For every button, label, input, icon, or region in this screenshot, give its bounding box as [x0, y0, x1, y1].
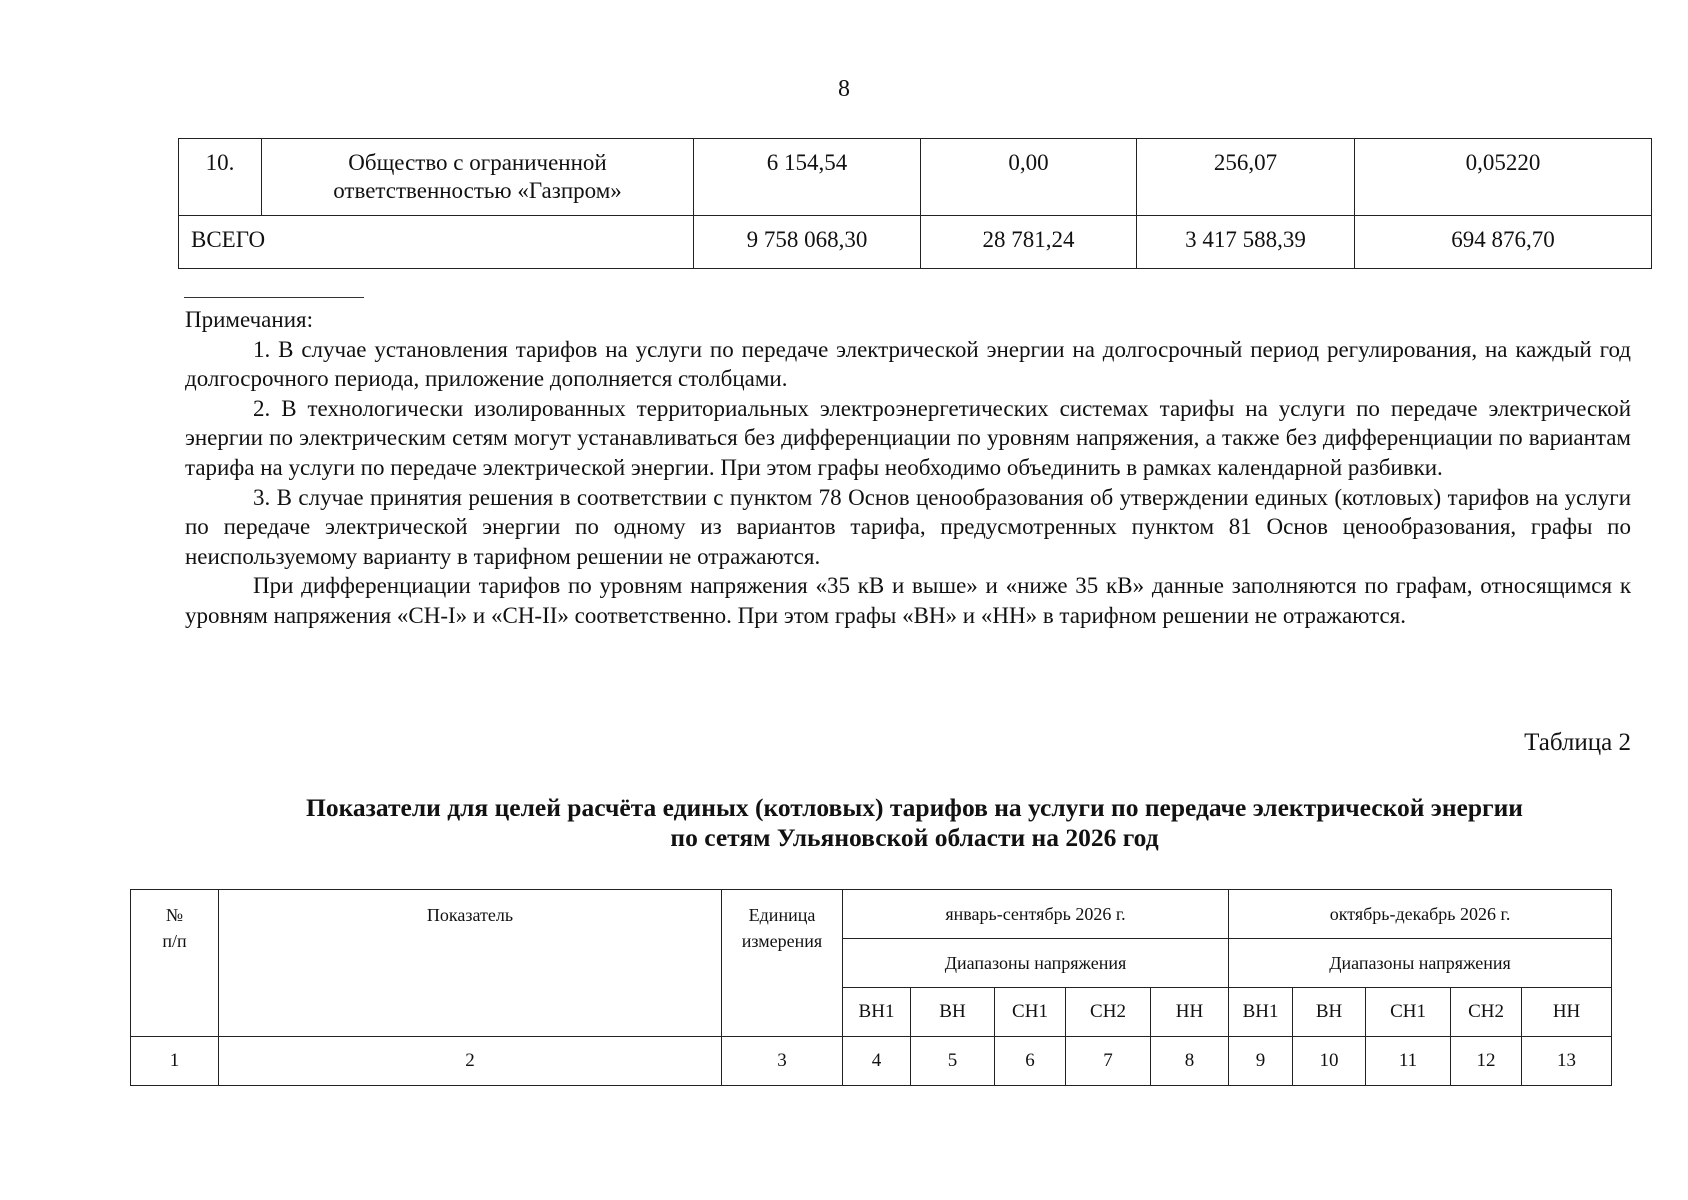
- column-number: 6: [995, 1037, 1066, 1086]
- header-voltage-ranges: Диапазоны напряжения: [843, 939, 1229, 988]
- note-item: При дифференциации тарифов по уровням напряжения «35 кВ и выше» и «ниже 35 кВ» данные заполняются по графам, относящимся к уровням напряжения «СН-I» и «СН-II» соответственно. При этом графы «ВН» и «НН» в тарифном решении не отражаются.: [185, 573, 1631, 628]
- header-number-line: п/п: [162, 931, 187, 951]
- table-title: [178, 793, 1651, 853]
- organization-name: [262, 139, 694, 216]
- header-indicator: Показатель: [219, 890, 722, 1037]
- notes-section: [185, 305, 1631, 631]
- column-number: 11: [1366, 1037, 1451, 1086]
- note-item: 2. В технологически изолированных территориальных электроэнергетических системах тарифы на услуги по передаче электрической энергии по электрическим сетям могут устанавливаться без дифференциации по уровням напряжения, а также без дифференциации по вариантам тарифа на услуги по передаче электрической энергии. При этом графы необходимо объединить в рамках календарной разбивки.: [185, 395, 1631, 480]
- total-label: ВСЕГО: [179, 216, 694, 269]
- header-voltage-level: ВН: [911, 988, 995, 1037]
- column-number: 5: [911, 1037, 995, 1086]
- column-number: 7: [1066, 1037, 1151, 1086]
- header-unit-line: Единица: [748, 905, 816, 925]
- note-item: 1. В случае установления тарифов на услуги по передаче электрической энергии на долгосрочный период регулирования, на каждый год долгосрочного периода, приложение дополняется столбцами.: [185, 336, 1631, 392]
- table-cell: 6 154,54: [694, 139, 921, 216]
- table-cell: 0,05220: [1355, 139, 1652, 216]
- header-voltage-level: ВН1: [1229, 988, 1293, 1037]
- header-period-jan-sep: январь-сентябрь 2026 г.: [843, 890, 1229, 939]
- header-voltage-level: СН2: [1451, 988, 1522, 1037]
- header-unit-line: измерения: [741, 931, 823, 951]
- column-number: 13: [1522, 1037, 1612, 1086]
- total-row: [179, 216, 1652, 269]
- column-number: 9: [1229, 1037, 1293, 1086]
- organization-name-line: Общество с ограниченной: [348, 150, 607, 175]
- header-voltage-level: ВН: [1293, 988, 1366, 1037]
- header-voltage-level: СН2: [1066, 988, 1151, 1037]
- table-title-line: по сетям Ульяновской области на 2026 год: [670, 823, 1159, 852]
- organization-name-line: ответственностью «Газпром»: [333, 178, 622, 203]
- notes-heading: Примечания:: [185, 307, 313, 332]
- total-cell: 28 781,24: [921, 216, 1137, 269]
- column-number: 1: [131, 1037, 219, 1086]
- footnote-divider: [184, 297, 364, 298]
- table-header-row: [131, 890, 1612, 939]
- column-number: 8: [1151, 1037, 1229, 1086]
- column-number: 4: [843, 1037, 911, 1086]
- header-period-oct-dec: октябрь-декабрь 2026 г.: [1229, 890, 1612, 939]
- tariff-table-continuation: [178, 138, 1652, 269]
- header-voltage-level: СН1: [995, 988, 1066, 1037]
- column-number-row: [131, 1037, 1612, 1086]
- indicators-table: [130, 889, 1612, 1086]
- header-number: [131, 890, 219, 1037]
- header-voltage-level: ВН1: [843, 988, 911, 1037]
- total-cell: 3 417 588,39: [1137, 216, 1355, 269]
- table-cell: 0,00: [921, 139, 1137, 216]
- table-cell: 256,07: [1137, 139, 1355, 216]
- header-voltage-level: НН: [1522, 988, 1612, 1037]
- page-number: 8: [838, 76, 850, 102]
- header-unit: [722, 890, 843, 1037]
- column-number: 12: [1451, 1037, 1522, 1086]
- column-number: 2: [219, 1037, 722, 1086]
- column-number: 10: [1293, 1037, 1366, 1086]
- table-row: [179, 139, 1652, 216]
- table-caption: Таблица 2: [1524, 729, 1631, 756]
- total-cell: 9 758 068,30: [694, 216, 921, 269]
- header-voltage-level: СН1: [1366, 988, 1451, 1037]
- header-voltage-ranges: Диапазоны напряжения: [1229, 939, 1612, 988]
- column-number: 3: [722, 1037, 843, 1086]
- table-title-line: Показатели для целей расчёта единых (котловых) тарифов на услуги по передаче электрической энергии: [306, 793, 1523, 822]
- total-cell: 694 876,70: [1355, 216, 1652, 269]
- header-voltage-level: НН: [1151, 988, 1229, 1037]
- note-item: 3. В случае принятия решения в соответствии с пунктом 78 Основ ценообразования об утверждении единых (котловых) тарифов на услуги по передаче электрической энергии по одному из вариантов тарифа, предусмотренных пунктом 81 Основ ценообразования, графы по неиспользуемому варианту в тарифном решении не отражаются.: [185, 484, 1631, 569]
- header-number-line: №: [165, 905, 184, 925]
- row-index: 10.: [179, 139, 262, 216]
